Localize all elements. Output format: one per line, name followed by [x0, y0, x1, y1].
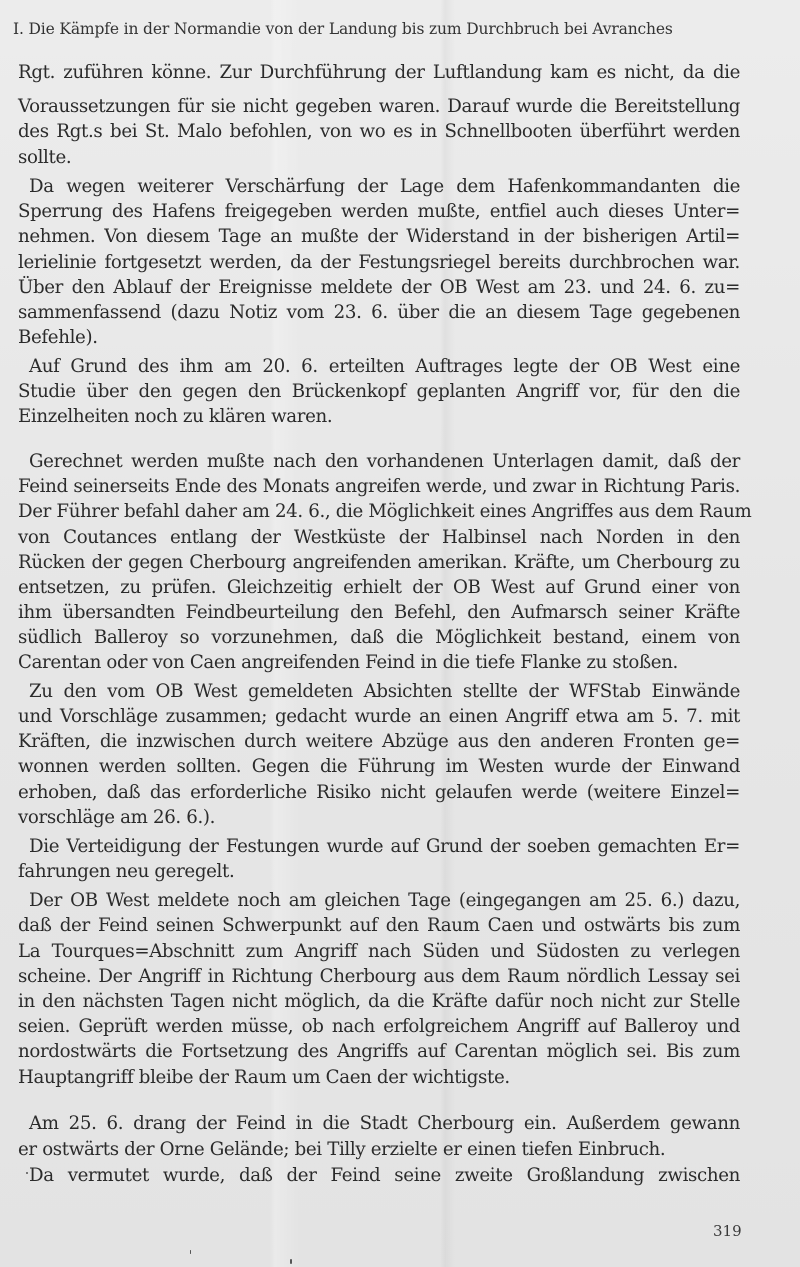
text-line: daß der Feind seinen Schwerpunkt auf den Raum Caen und ostwärts bis zum — [18, 915, 740, 936]
text-line: erhoben, daß das erforderliche Risiko nicht gelaufen werde (weitere Einzel= — [18, 782, 740, 803]
text-line: Da vermutet wurde, daß der Feind seine zweite Großlandung zwischen — [29, 1165, 740, 1186]
text-line: nehmen. Von diesem Tage an mußte der Widerstand in der bisherigen Artil= — [18, 226, 740, 247]
text-line: Studie über den gegen den Brückenkopf geplanten Angriff vor, für den die — [18, 381, 740, 402]
text-line: entsetzen, zu prüfen. Gleichzeitig erhielt der OB West auf Grund einer von — [18, 577, 740, 598]
page-number: 319 — [713, 1222, 742, 1240]
text-line: ihm übersandten Feindbeurteilung den Befehl, den Aufmarsch seiner Kräfte — [18, 602, 740, 623]
text-line: Carentan oder von Caen angreifenden Feind in die tiefe Flanke zu stoßen. — [18, 652, 678, 673]
text-line: scheine. Der Angriff in Richtung Cherbourg aus dem Raum nördlich Lessay sei — [18, 966, 740, 987]
scan-speck — [290, 1259, 292, 1264]
text-line: vorschläge am 26. 6.). — [18, 807, 216, 828]
text-line: Zu den vom OB West gemeldeten Absichten stellte der WFStab Einwände — [29, 681, 740, 702]
text-line: nordostwärts die Fortsetzung des Angriffs auf Carentan möglich sei. Bis zum — [18, 1041, 740, 1062]
text-line: Rgt. zuführen könne. Zur Durchführung der Luftlandung kam es nicht, da die — [18, 62, 740, 83]
scan-speck — [26, 1172, 28, 1174]
text-line: Hauptangriff bleibe der Raum um Caen der wichtigste. — [18, 1067, 510, 1088]
text-line: sammenfassend (dazu Notiz vom 23. 6. über die an diesem Tage gegebenen — [18, 302, 740, 323]
text-line: Gerechnet werden mußte nach den vorhandenen Unterlagen damit, daß der — [29, 451, 740, 472]
text-line: Die Verteidigung der Festungen wurde auf Grund der soeben gemachten Er= — [29, 836, 740, 857]
running-head: I. Die Kämpfe in der Normandie von der Landung bis zum Durchbruch bei Avranches — [13, 20, 673, 38]
text-line: Voraussetzungen für sie nicht gegeben waren. Darauf wurde die Bereitstellung — [18, 96, 740, 117]
text-line: er ostwärts der Orne Gelände; bei Tilly erzielte er einen tiefen Einbruch. — [18, 1139, 666, 1160]
text-line: Da wegen weiterer Verschärfung der Lage dem Hafenkommandanten die — [29, 176, 740, 197]
text-line: La Tourques=Abschnitt zum Angriff nach Süden und Südosten zu verlegen — [18, 941, 740, 962]
text-line: Der OB West meldete noch am gleichen Tage (eingegangen am 25. 6.) dazu, — [29, 890, 740, 911]
text-line: in den nächsten Tagen nicht möglich, da die Kräfte dafür noch nicht zur Stelle — [18, 991, 740, 1012]
text-line: Am 25. 6. drang der Feind in die Stadt Cherbourg ein. Außerdem gewann — [29, 1113, 740, 1134]
scan-speck — [190, 1250, 191, 1254]
text-line: Über den Ablauf der Ereignisse meldete der OB West am 23. und 24. 6. zu= — [18, 277, 740, 298]
text-line: Der Führer befahl daher am 24. 6., die Möglichkeit eines Angriffes aus dem Raum — [18, 501, 752, 522]
text-line: Befehle). — [18, 327, 98, 348]
text-line: wonnen werden sollten. Gegen die Führung im Westen wurde der Einwand — [18, 756, 740, 777]
text-line: fahrungen neu geregelt. — [18, 861, 235, 882]
text-line: seien. Geprüft werden müsse, ob nach erfolgreichem Angriff auf Balleroy und — [18, 1016, 740, 1037]
text-line: des Rgt.s bei St. Malo befohlen, von wo es in Schnellbooten überführt werden — [18, 121, 740, 142]
text-line: und Vorschläge zusammen; gedacht wurde an einen Angriff etwa am 5. 7. mit — [18, 706, 740, 727]
text-line: von Coutances entlang der Westküste der Halbinsel nach Norden in den — [18, 527, 740, 548]
text-line: Feind seinerseits Ende des Monats angreifen werde, und zwar in Richtung Paris. — [18, 476, 740, 497]
text-line: sollte. — [18, 147, 72, 168]
text-line: Auf Grund des ihm am 20. 6. erteilten Auftrages legte der OB West eine — [29, 356, 740, 377]
text-line: südlich Balleroy so vorzunehmen, daß die Möglichkeit bestand, einem von — [18, 627, 740, 648]
text-line: Einzelheiten noch zu klären waren. — [18, 406, 333, 427]
text-line: Rücken der gegen Cherbourg angreifenden amerikan. Kräfte, um Cherbourg zu — [18, 552, 740, 573]
text-line: Sperrung des Hafens freigegeben werden mußte, entfiel auch dieses Unter= — [18, 201, 740, 222]
text-line: Kräften, die inzwischen durch weitere Abzüge aus den anderen Fronten ge= — [18, 731, 740, 752]
text-line: lerielinie fortgesetzt werden, da der Festungsriegel bereits durchbrochen war. — [18, 252, 740, 273]
